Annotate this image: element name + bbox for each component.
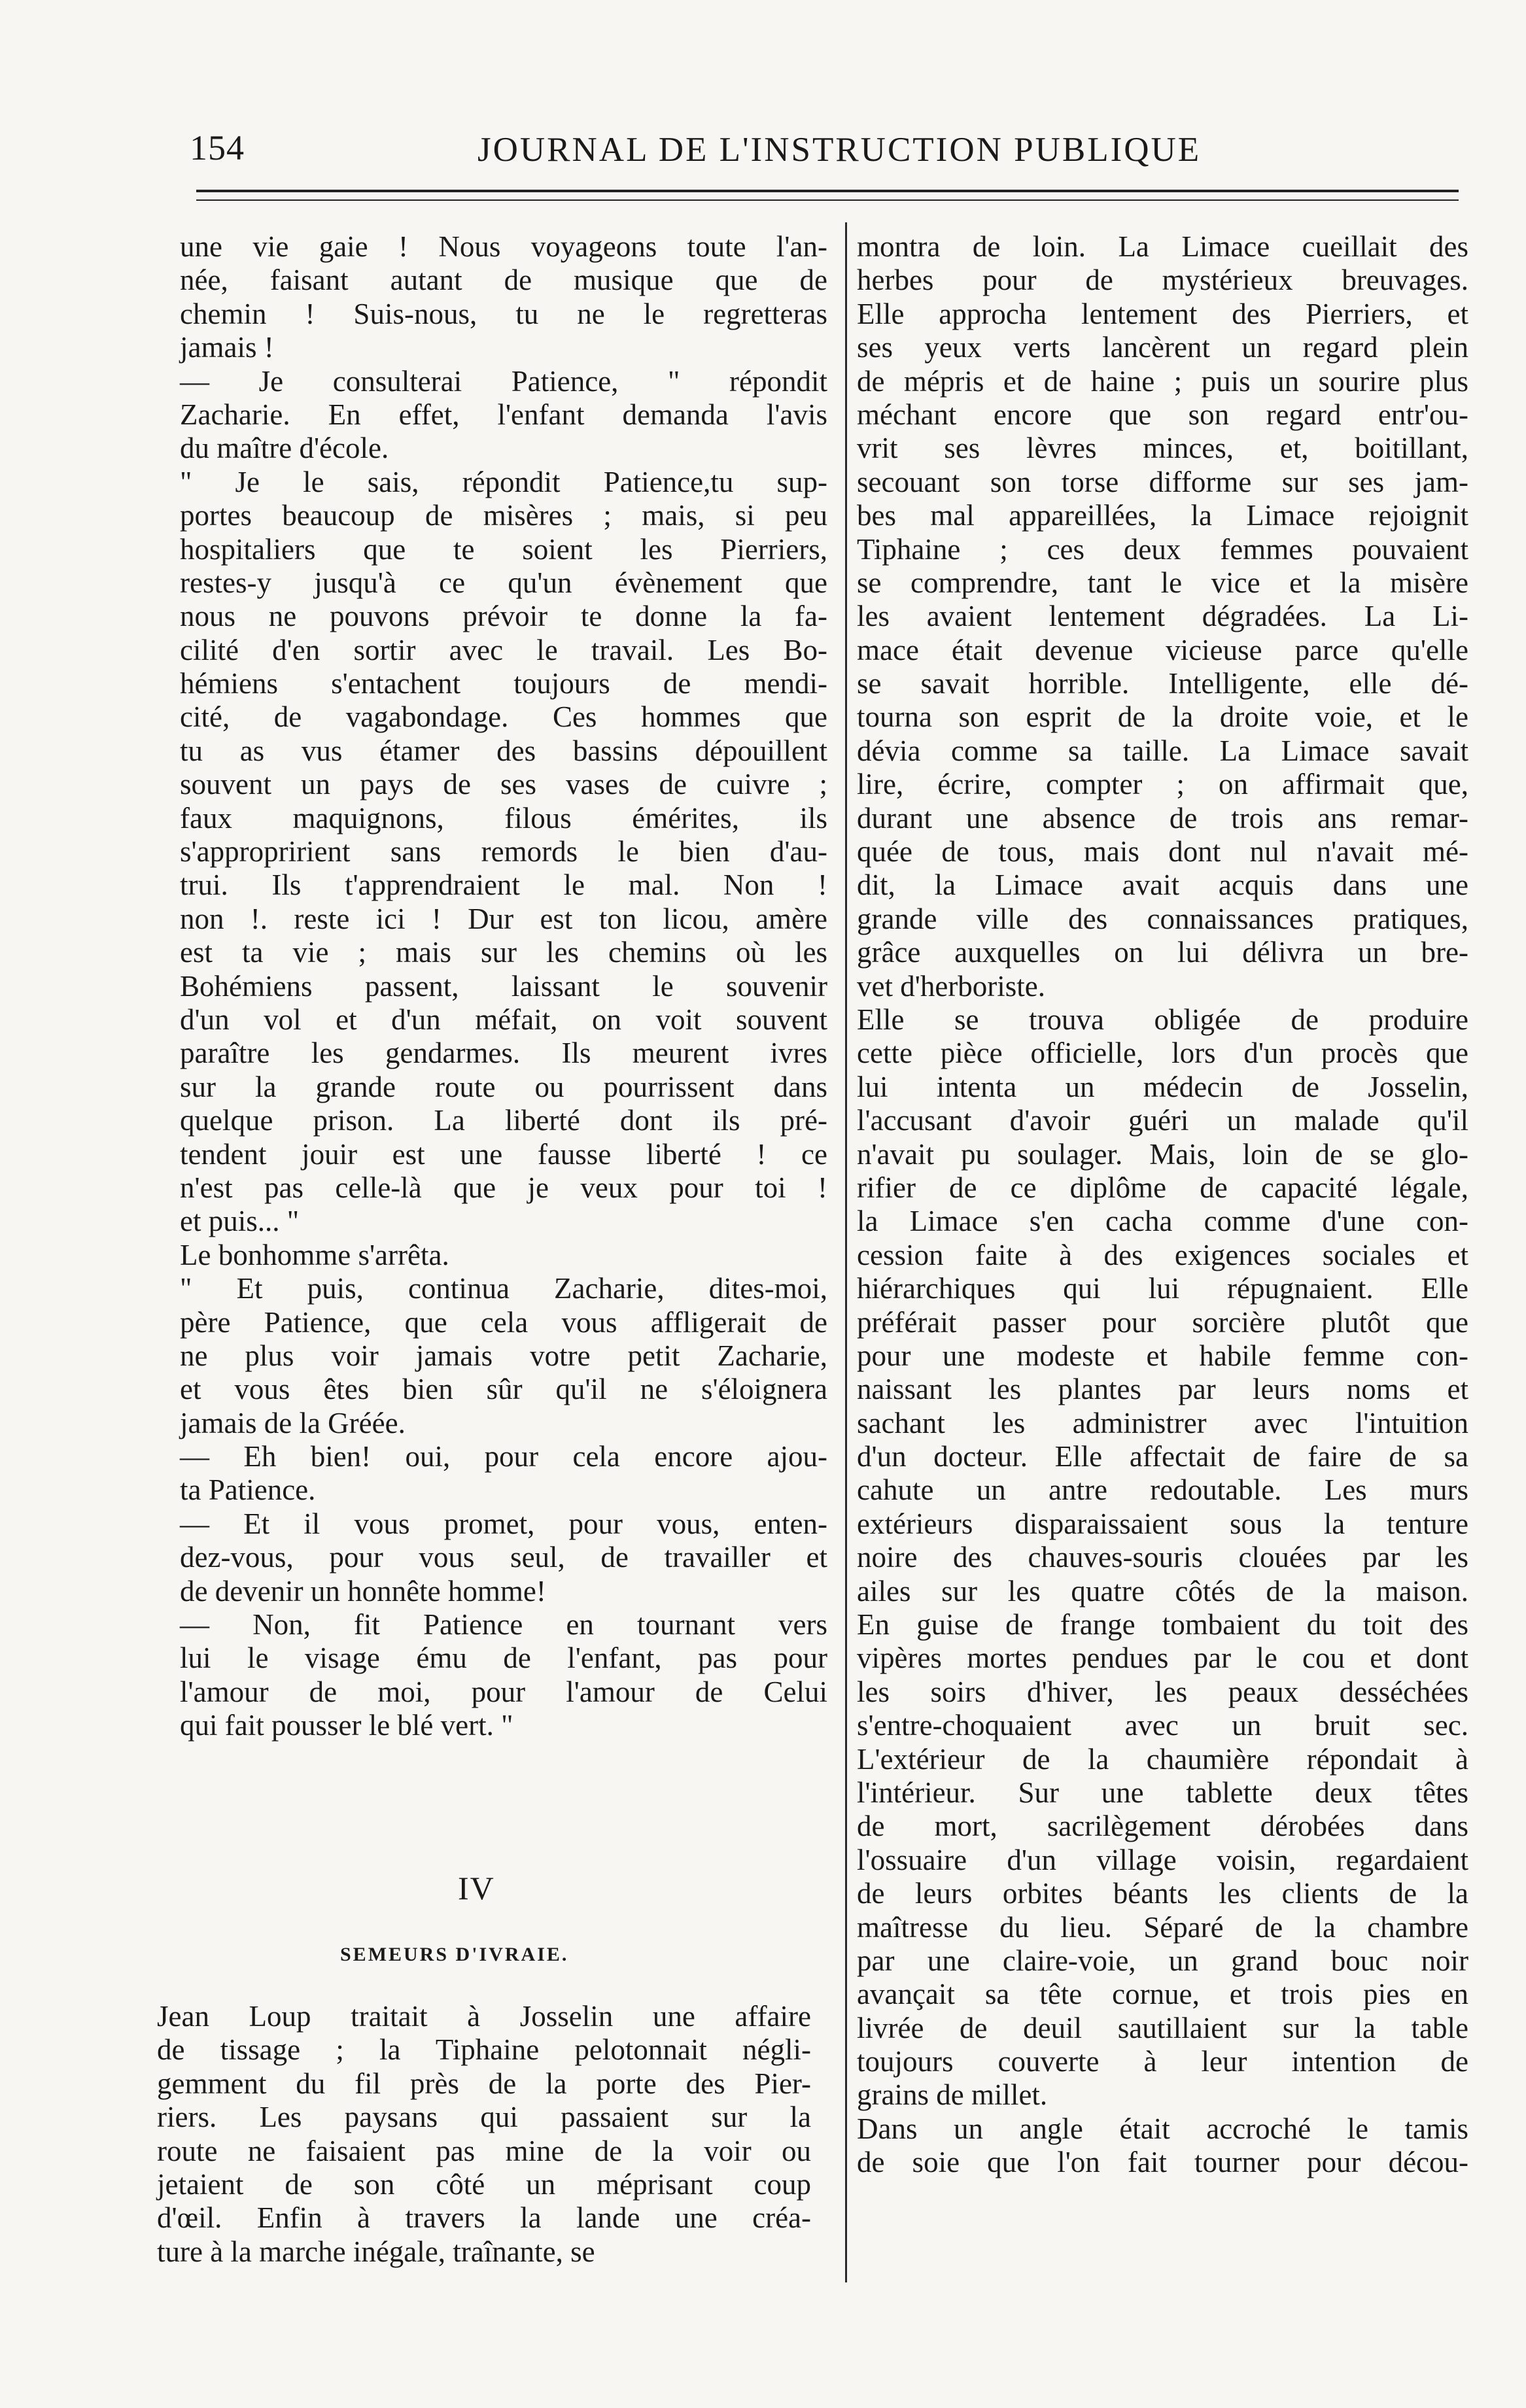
column-divider bbox=[845, 222, 847, 2282]
running-title: JOURNAL DE L'INSTRUCTION PUBLIQUE bbox=[477, 131, 1202, 169]
text-line: gemment du fil près de la porte des Pier- bbox=[157, 2067, 811, 2100]
text-line: ne plus voir jamais votre petit Zacharie, bbox=[180, 1339, 827, 1372]
section-title: SEMEURS D'IVRAIE. bbox=[340, 1944, 569, 1965]
left-column-bottom bbox=[157, 2000, 811, 2269]
text-line: de mépris et de haine ; puis un sourire plus bbox=[857, 364, 1468, 398]
text-line: grains de millet. bbox=[857, 2078, 1048, 2112]
text-line: Zacharie. En effet, l'enfant demanda l'avis bbox=[180, 398, 827, 431]
text-line: dit, la Limace avait acquis dans une bbox=[857, 869, 1468, 902]
text-line: lui intenta un médecin de Josselin, bbox=[857, 1070, 1468, 1103]
text-line: pour une modeste et habile femme con- bbox=[857, 1339, 1468, 1372]
text-line: " Et puis, continua Zacharie, dites-moi, bbox=[180, 1272, 827, 1305]
text-line: l'amour de moi, pour l'amour de Celui bbox=[180, 1675, 827, 1708]
text-line: ailes sur les quatre côtés de la maison. bbox=[857, 1574, 1468, 1608]
text-line: d'œil. Enfin à travers la lande une créa- bbox=[157, 2201, 811, 2235]
text-line: de leurs orbites béants les clients de la bbox=[857, 1877, 1468, 1910]
text-line: de mort, sacrilègement dérobées dans bbox=[857, 1810, 1468, 1843]
page-number: 154 bbox=[190, 128, 245, 167]
text-line: se comprendre, tant le vice et la misère bbox=[857, 566, 1468, 599]
text-line: tourna son esprit de la droite voie, et le bbox=[857, 700, 1468, 734]
text-line: est ta vie ; mais sur les chemins où les bbox=[180, 936, 827, 969]
text-line: une vie gaie ! Nous voyageons toute l'an- bbox=[180, 230, 827, 263]
text-line: riers. Les paysans qui passaient sur la bbox=[157, 2101, 811, 2134]
text-line: Le bonhomme s'arrêta. bbox=[180, 1238, 449, 1271]
text-line: les soirs d'hiver, les peaux desséchées bbox=[857, 1675, 1468, 1708]
text-line: jamais ! bbox=[180, 331, 274, 364]
text-line: non !. reste ici ! Dur est ton licou, amère bbox=[180, 902, 827, 935]
text-line: Elle se trouva obligée de produire bbox=[857, 1003, 1468, 1036]
text-line: noire des chauves-souris clouées par les bbox=[857, 1541, 1468, 1574]
text-line: méchant encore que son regard entr'ou- bbox=[857, 398, 1468, 431]
text-line: jetaient de son côté un méprisant coup bbox=[157, 2167, 811, 2201]
text-line: cilité d'en sortir avec le travail. Les Bo- bbox=[180, 633, 827, 666]
text-line: Dans un angle était accroché le tamis bbox=[857, 2112, 1468, 2145]
text-line: sachant les administrer avec l'intuition bbox=[857, 1406, 1468, 1439]
text-line: grâce auxquelles on lui délivra un bre- bbox=[857, 936, 1468, 969]
text-line: et vous êtes bien sûr qu'il ne s'éloignera bbox=[180, 1373, 827, 1406]
text-line: hiérarchiques qui lui répugnaient. Elle bbox=[857, 1272, 1468, 1305]
text-line: l'ossuaire d'un village voisin, regardaient bbox=[857, 1843, 1468, 1876]
text-line: Tiphaine ; ces deux femmes pouvaient bbox=[857, 532, 1468, 566]
text-line: portes beaucoup de misères ; mais, si peu bbox=[180, 499, 827, 532]
text-line: maîtresse du lieu. Séparé de la chambre bbox=[857, 1910, 1468, 1944]
text-line: En guise de frange tombaient du toit des bbox=[857, 1608, 1468, 1642]
text-line: cahute un antre redoutable. Les murs bbox=[857, 1473, 1468, 1507]
text-line: grande ville des connaissances pratiques, bbox=[857, 902, 1468, 935]
text-line: s'appropririent sans remords le bien d'au- bbox=[180, 835, 827, 869]
text-line: bes mal appareillées, la Limace rejoignit bbox=[857, 499, 1468, 532]
text-line: père Patience, que cela vous affligerait de bbox=[180, 1305, 827, 1339]
text-line: ta Patience. bbox=[180, 1473, 316, 1507]
text-line: Bohémiens passent, laissant le souvenir bbox=[180, 969, 827, 1003]
text-line: quée de tous, mais dont nul n'avait mé- bbox=[857, 835, 1468, 869]
text-line: herbes pour de mystérieux breuvages. bbox=[857, 264, 1468, 297]
text-line: Jean Loup traitait à Josselin une affaire bbox=[157, 2000, 811, 2033]
text-line: livrée de deuil sautillaient sur la table bbox=[857, 2011, 1468, 2044]
text-line: montra de loin. La Limace cueillait des bbox=[857, 230, 1468, 263]
header-rule-thick bbox=[196, 190, 1459, 192]
text-line: jamais de la Gréée. bbox=[180, 1406, 406, 1439]
text-line: route ne faisaient pas mine de la voir ou bbox=[157, 2134, 811, 2167]
section-number: IV bbox=[458, 1870, 495, 1906]
text-line: dévia comme sa taille. La Limace savait bbox=[857, 734, 1468, 767]
text-line: d'un vol et d'un méfait, on voit souvent bbox=[180, 1003, 827, 1036]
text-line: lire, écrire, compter ; on affirmait que, bbox=[857, 768, 1468, 801]
text-line: de soie que l'on fait tourner pour décou- bbox=[857, 2146, 1468, 2179]
text-line: et puis... " bbox=[180, 1205, 300, 1238]
text-line: restes-y jusqu'à ce qu'un évènement que bbox=[180, 566, 827, 599]
text-line: — Non, fit Patience en tournant vers bbox=[180, 1608, 827, 1642]
text-line: — Je consulterai Patience, " répondit bbox=[180, 364, 827, 398]
text-line: qui fait pousser le blé vert. " bbox=[180, 1709, 513, 1742]
text-line: chemin ! Suis-nous, tu ne le regretteras bbox=[180, 297, 827, 330]
text-line: quelque prison. La liberté dont ils pré- bbox=[180, 1104, 827, 1137]
text-line: née, faisant autant de musique que de bbox=[180, 264, 827, 297]
text-line: paraître les gendarmes. Ils meurent ivres bbox=[180, 1037, 827, 1070]
text-line: sur la grande route ou pourrissent dans bbox=[180, 1070, 827, 1103]
text-line: cession faite à des exigences sociales et bbox=[857, 1238, 1468, 1271]
text-line: faux maquignons, filous émérites, ils bbox=[180, 801, 827, 834]
text-line: L'extérieur de la chaumière répondait à bbox=[857, 1742, 1468, 1776]
text-line: lui le visage ému de l'enfant, pas pour bbox=[180, 1642, 827, 1675]
text-line: souvent un pays de ses vases de cuivre ; bbox=[180, 768, 827, 801]
text-line: s'entre-choquaient avec un bruit sec. bbox=[857, 1709, 1468, 1742]
text-line: n'est pas celle-là que je veux pour toi ! bbox=[180, 1171, 827, 1204]
text-line: se savait horrible. Intelligente, elle dé- bbox=[857, 667, 1468, 700]
right-column bbox=[857, 230, 1468, 2180]
text-line: l'intérieur. Sur une tablette deux têtes bbox=[857, 1776, 1468, 1809]
text-line: n'avait pu soulager. Mais, loin de se glo- bbox=[857, 1137, 1468, 1171]
text-line: de devenir un honnête homme! bbox=[180, 1574, 546, 1608]
text-line: avançait sa tête cornue, et trois pies en bbox=[857, 1978, 1468, 2011]
text-line: naissant les plantes par leurs noms et bbox=[857, 1373, 1468, 1406]
text-line: cette pièce officielle, lors d'un procès que bbox=[857, 1037, 1468, 1070]
text-line: Elle approcha lentement des Pierriers, et bbox=[857, 297, 1468, 330]
text-line: vipères mortes pendues par le cou et dont bbox=[857, 1642, 1468, 1675]
text-line: cité, de vagabondage. Ces hommes que bbox=[180, 700, 827, 734]
text-line: — Et il vous promet, pour vous, enten- bbox=[180, 1507, 827, 1540]
text-line: hémiens s'entachent toujours de mendi- bbox=[180, 667, 827, 700]
text-line: de tissage ; la Tiphaine pelotonnait négli- bbox=[157, 2033, 811, 2067]
text-line: du maître d'école. bbox=[180, 432, 389, 465]
text-line: nous ne pouvons prévoir te donne la fa- bbox=[180, 600, 827, 633]
text-line: préférait passer pour sorcière plutôt que bbox=[857, 1305, 1468, 1339]
text-line: rifier de ce diplôme de capacité légale, bbox=[857, 1171, 1468, 1204]
text-line: durant une absence de trois ans remar- bbox=[857, 801, 1468, 834]
text-line: vet d'herboriste. bbox=[857, 969, 1046, 1003]
text-line: tu as vus étamer des bassins dépouillent bbox=[180, 734, 827, 767]
text-line: " Je le sais, répondit Patience,tu sup- bbox=[180, 465, 827, 498]
text-line: — Eh bien! oui, pour cela encore ajou- bbox=[180, 1440, 827, 1473]
text-line: secouant son torse difforme sur ses jam- bbox=[857, 465, 1468, 498]
left-column-top bbox=[180, 230, 827, 1743]
header-rule-thin bbox=[196, 199, 1459, 201]
text-line: d'un docteur. Elle affectait de faire de sa bbox=[857, 1440, 1468, 1473]
text-line: extérieurs disparaissaient sous la tenture bbox=[857, 1507, 1468, 1540]
page-header bbox=[190, 128, 1236, 173]
text-line: mace était devenue vicieuse parce qu'elle bbox=[857, 633, 1468, 666]
text-line: toujours couverte à leur intention de bbox=[857, 2045, 1468, 2078]
text-line: tendent jouir est une fausse liberté ! ce bbox=[180, 1137, 827, 1171]
text-line: les avaient lentement dégradées. La Li- bbox=[857, 600, 1468, 633]
text-line: trui. Ils t'apprendraient le mal. Non ! bbox=[180, 869, 827, 902]
text-line: l'accusant d'avoir guéri un malade qu'il bbox=[857, 1104, 1468, 1137]
text-line: la Limace s'en cacha comme d'une con- bbox=[857, 1205, 1468, 1238]
text-line: ses yeux verts lancèrent un regard plein bbox=[857, 331, 1468, 364]
text-line: par une claire-voie, un grand bouc noir bbox=[857, 1944, 1468, 1977]
text-line: dez-vous, pour vous seul, de travailler et bbox=[180, 1541, 827, 1574]
text-line: ture à la marche inégale, traînante, se bbox=[157, 2235, 595, 2268]
text-line: vrit ses lèvres minces, et, boitillant, bbox=[857, 432, 1468, 465]
text-line: hospitaliers que te soient les Pierriers, bbox=[180, 532, 827, 566]
